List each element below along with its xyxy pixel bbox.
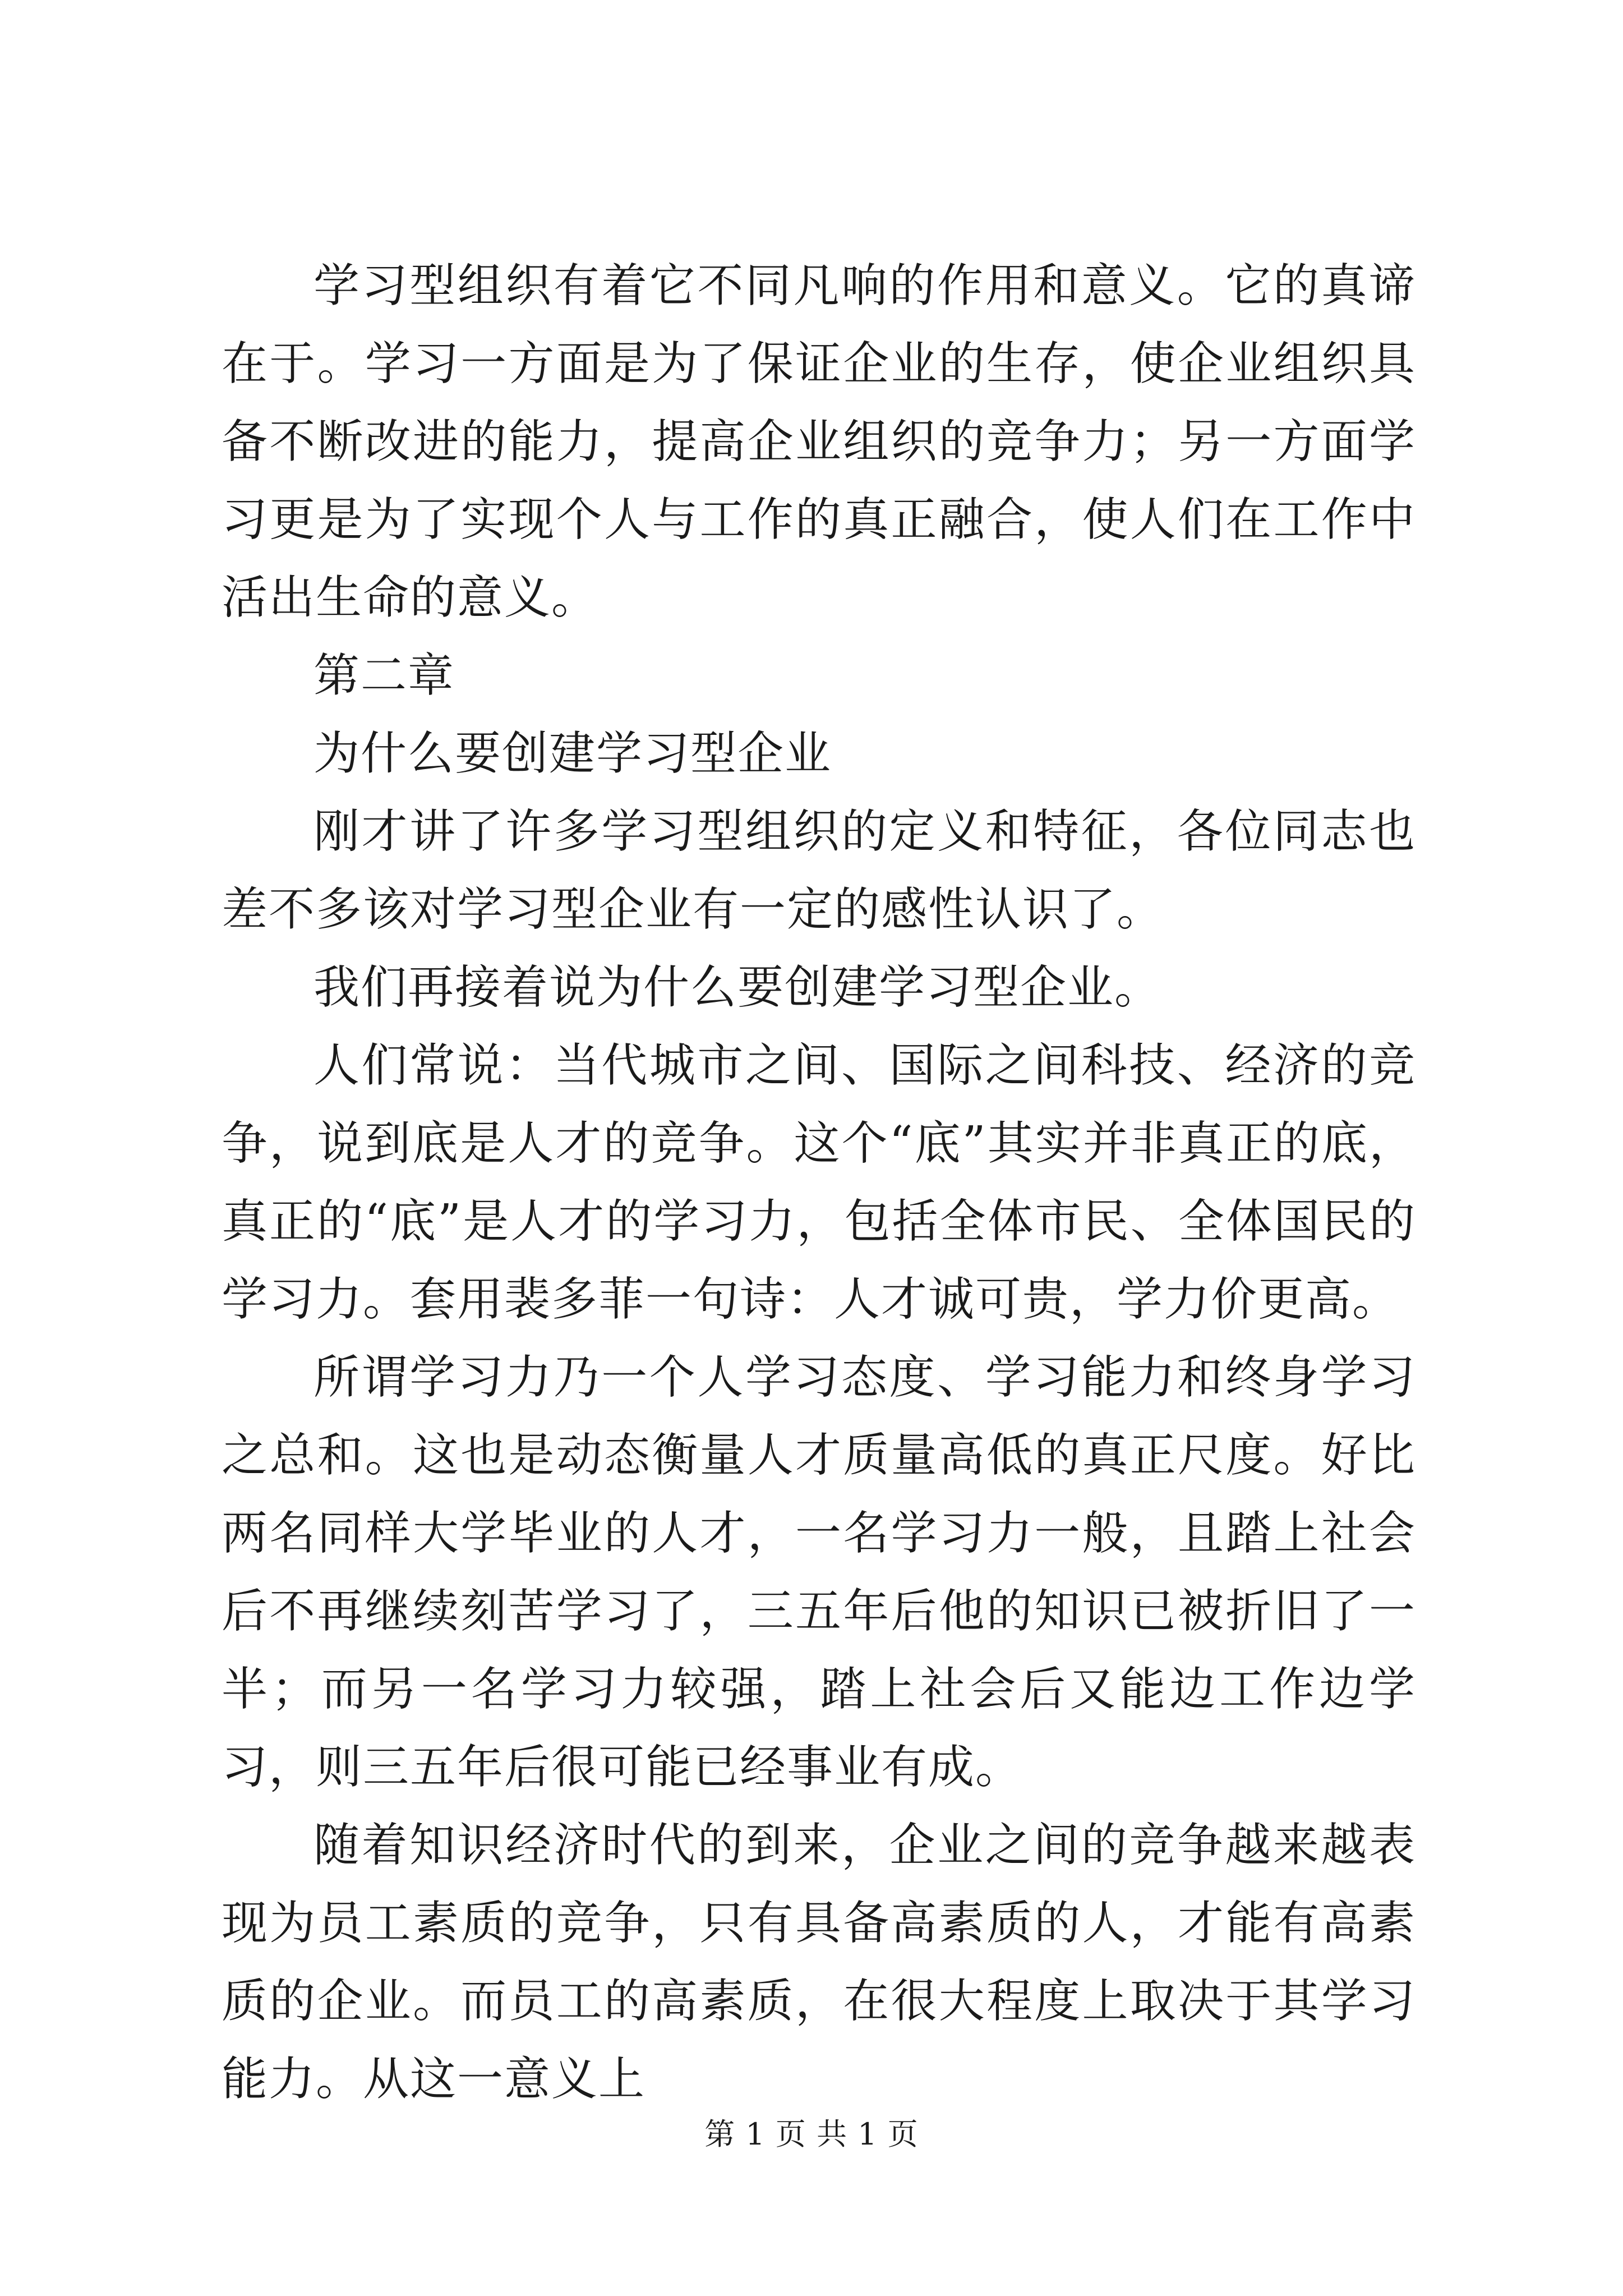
paragraph-transition: 我们再接着说为什么要创建学习型企业。	[313, 961, 1162, 1014]
paragraph-competition: 人们常说：当代城市之间、国际之间科技、经济的竞争，说到底是人才的竞争。这个“底”其实并非真正的底，真正的“底”是人才的学习力，包括全体市民、全体国民的学习力。套用裴多菲一句诗：人才诚可贵，学力价更高。	[222, 1039, 1416, 1326]
paragraph-knowledge-economy: 随着知识经济时代的到来，企业之间的竞争越来越表现为员工素质的竞争，只有具备高素质的人，才能有高素质的企业。而员工的高素质，在很大程度上取决于其学习能力。从这一意义上	[222, 1819, 1416, 2106]
paragraph-definition: 刚才讲了许多学习型组织的定义和特征，各位同志也差不多该对学习型企业有一定的感性认识了。	[222, 805, 1416, 936]
page-footer: 第 1 页 共 1 页	[704, 2116, 919, 2152]
chapter-number: 第二章	[313, 649, 455, 702]
document-body	[222, 247, 1416, 2118]
paragraph-learning-power: 所谓学习力乃一个人学习态度、学习能力和终身学习之总和。这也是动态衡量人才质量高低的真正尺度。好比两名同样大学毕业的人才，一名学习力一般，且踏上社会后不再继续刻苦学习了，三五年后他的知识已被折旧了一半；而另一名学习力较强，踏上社会后又能边工作边学习，则三五年后很可能已经事业有成。	[222, 1351, 1416, 1794]
chapter-title: 为什么要创建学习型企业	[313, 727, 832, 780]
paragraph-intro: 学习型组织有着它不同凡响的作用和意义。它的真谛在于。学习一方面是为了保证企业的生存，使企业组织具备不断改进的能力，提高企业组织的竞争力；另一方面学习更是为了实现个人与工作的真正融合，使人们在工作中活出生命的意义。	[222, 259, 1416, 624]
